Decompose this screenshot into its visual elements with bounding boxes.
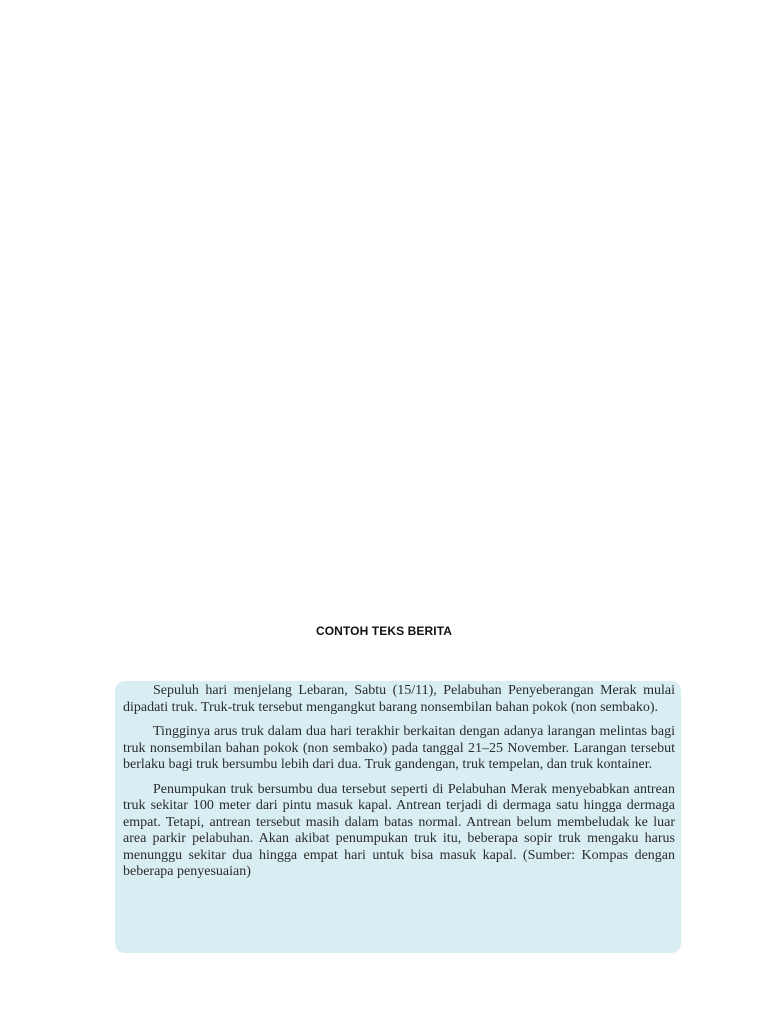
document-title: CONTOH TEKS BERITA xyxy=(315,624,453,638)
news-paragraph-1: Sepuluh hari menjelang Lebaran, Sabtu (15/11), Pelabuhan Penyeberangan Merak mulai dipadati truk. Truk-truk tersebut mengangkut barang nonsembilan bahan pokok (non sembako). xyxy=(123,683,675,715)
news-text-box xyxy=(115,681,681,953)
news-paragraph-3: Penumpukan truk bersumbu dua tersebut seperti di Pelabuhan Merak menyebabkan antrean truk sekitar 100 meter dari pintu masuk kapal. Antrean terjadi di dermaga satu hingga dermaga empat. Tetapi, antrean tersebut masih dalam batas normal. Antrean belum membeludak ke luar area parkir pelabuhan. Akan akibat penumpukan truk itu, beberapa sopir truk mengaku harus menunggu sekitar dua hingga empat hari untuk bisa masuk kapal. (Sumber: Kompas dengan beberapa penyesuaian) xyxy=(123,781,675,879)
news-paragraph-2: Tingginya arus truk dalam dua hari terakhir berkaitan dengan adanya larangan melintas bagi truk nonsembilan bahan pokok (non sembako) pada tanggal 21–25 November. Larangan tersebut berlaku bagi truk bersumbu lebih dari dua. Truk gandengan, truk tempelan, dan truk kontainer. xyxy=(123,724,675,772)
